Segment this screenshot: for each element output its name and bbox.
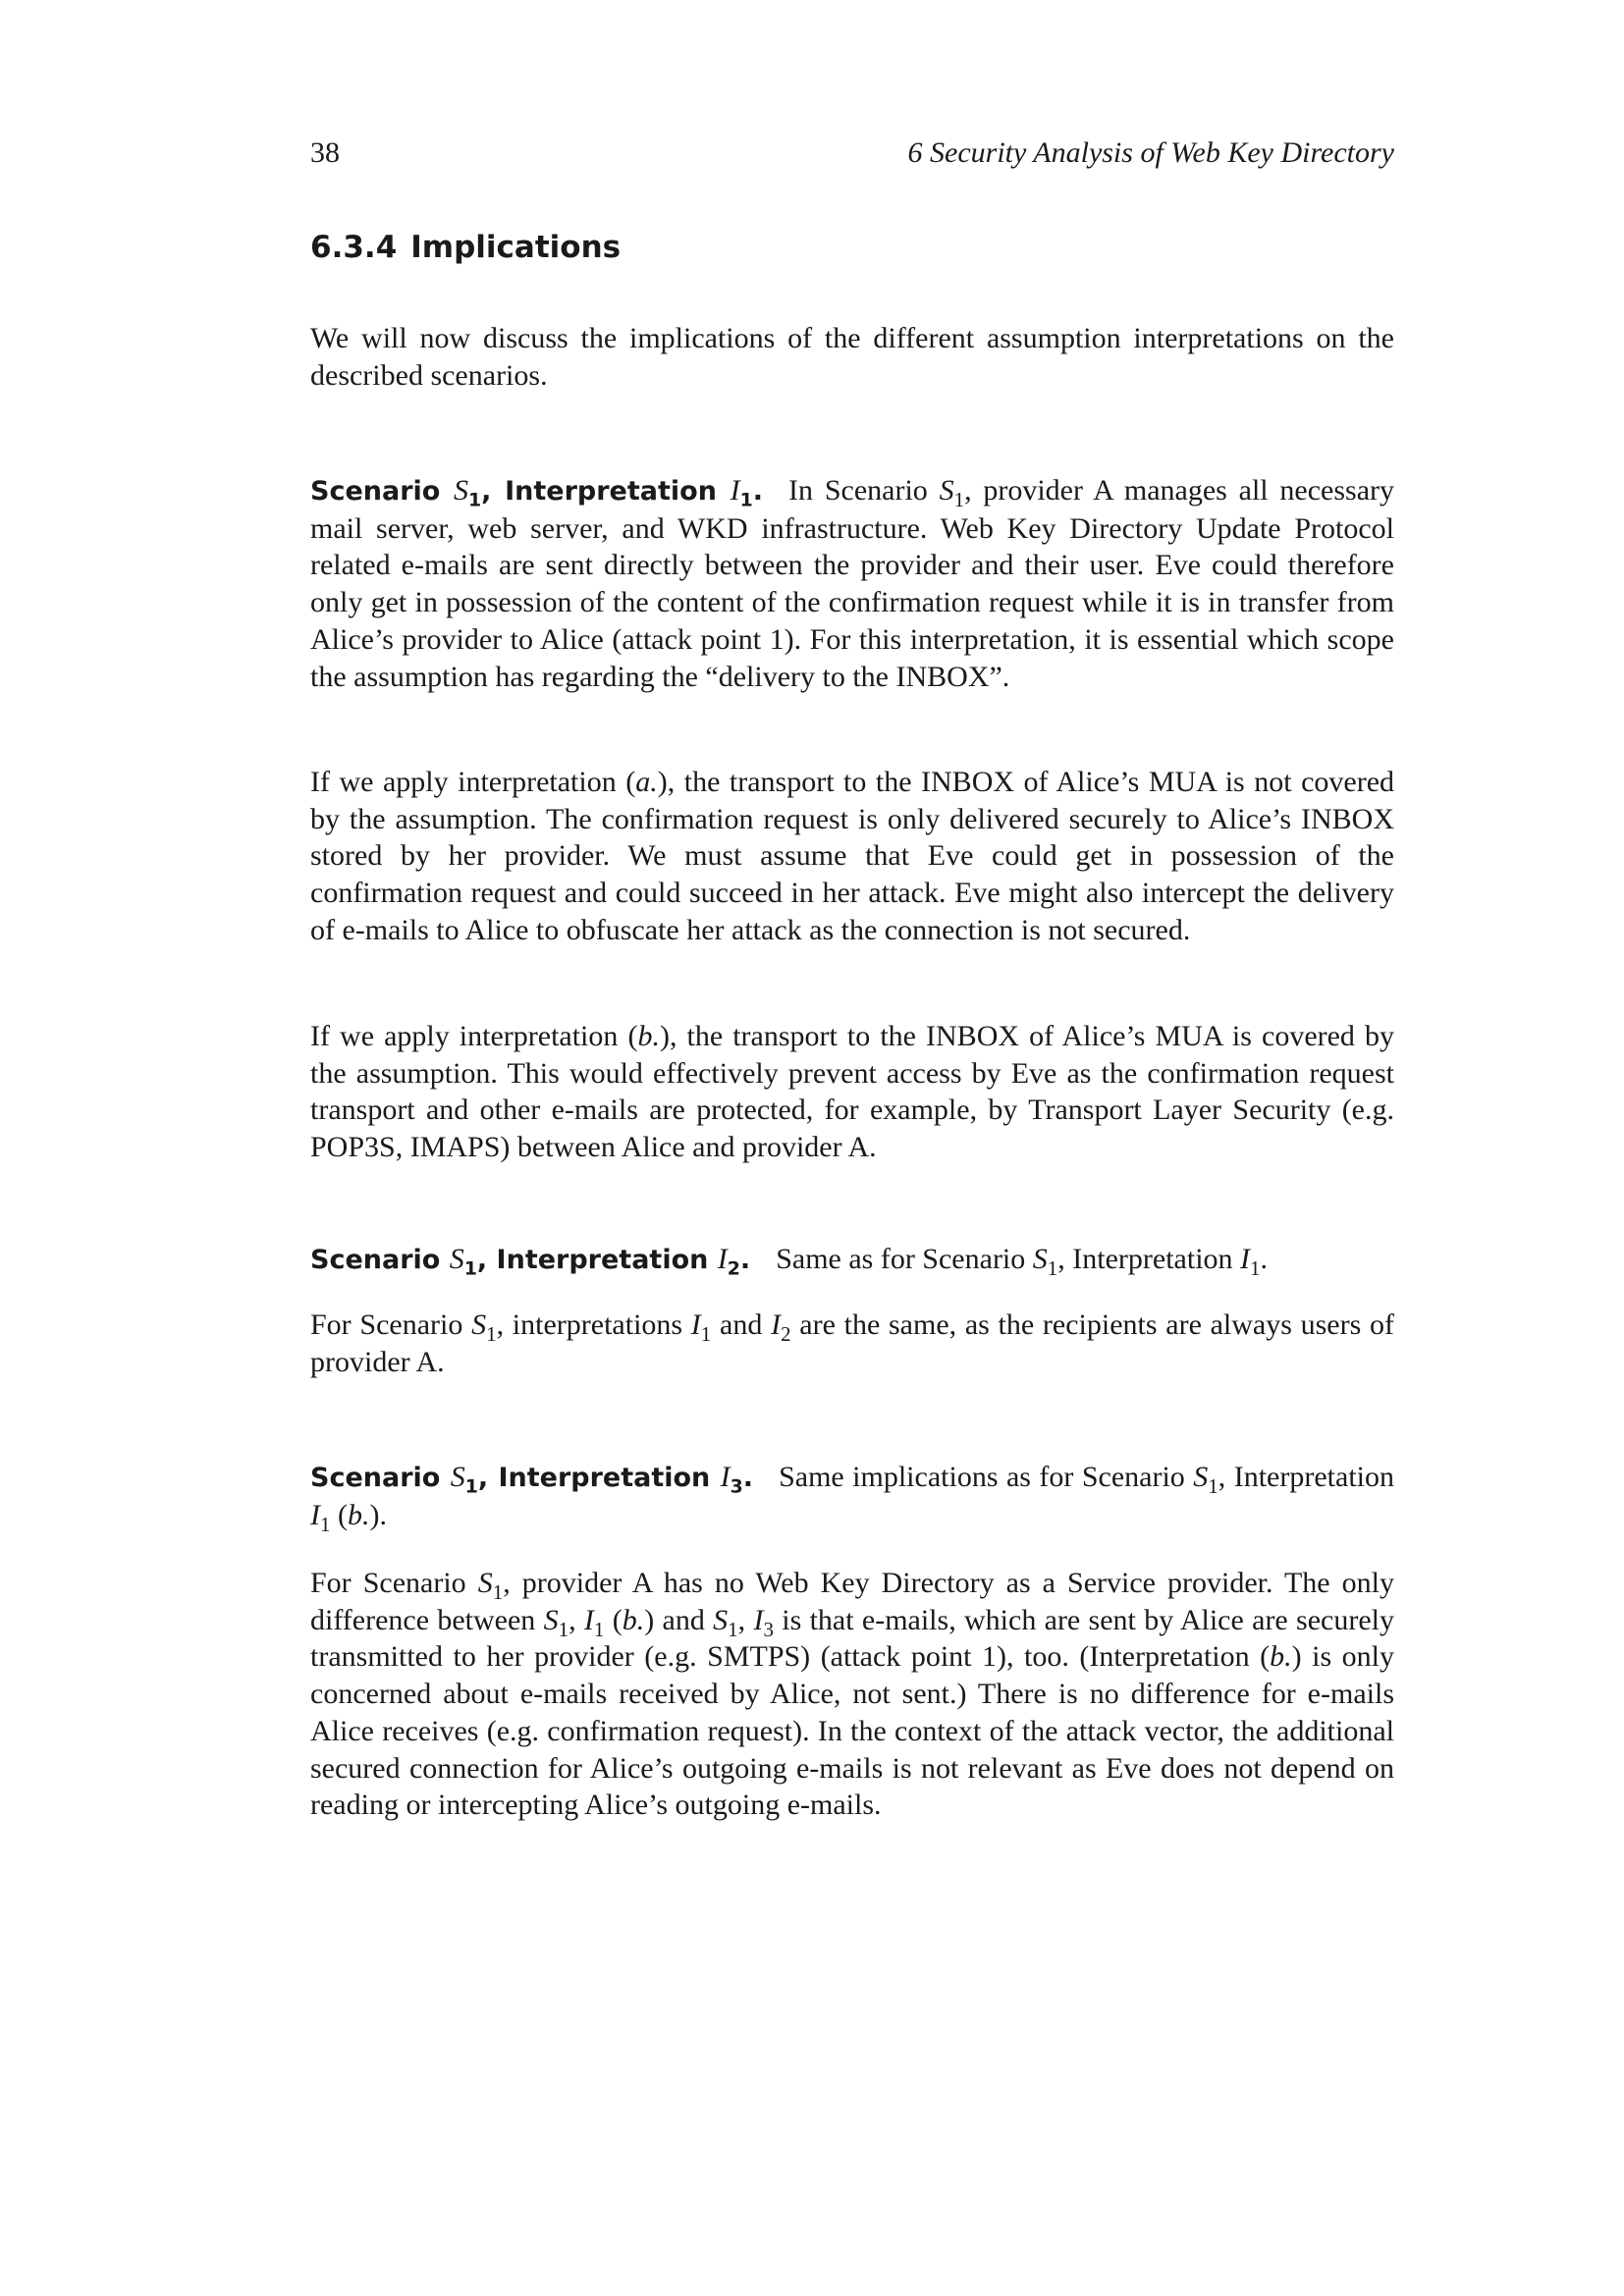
scenario-s1-same-paragraph: For Scenario $S_1$, interpretations $I_1$ and $I_2$ are the same, as the recipients are always users of provider A.	[310, 1308, 1394, 1378]
scenario-s1-i3-paragraph: Scenario $S_1$, Interpretation $I_3$. Same implications as for Scenario $S_1$, Interpretation $I_1$ (b.).	[310, 1461, 1394, 1536]
scenario-s1-i2-paragraph: Scenario $S_1$, Interpretation $I_2$. Same as for Scenario $S_1$, Interpretation $I_1$.	[310, 1243, 1269, 1280]
section-heading	[310, 228, 621, 267]
scenario-s1-i1-paragraph: Scenario $S_1$, Interpretation $I_1$. In Scenario $S_1$, provider A manages all necessary mail server, web server, and WKD infrastructure. Web Key Directory Update Protocol related e-mails are sent directly between the provider and their user. Eve could therefore only get in possession of the content of the confirmation request while it is in transfer from Alice’s provider to Alice (attack point 1). For this interpretation, it is essential which scope the assumption has regarding the “delivery to the INBOX”.	[310, 474, 1395, 693]
paragraph-heading: Scenario $S_1$, Interpretation $I_1$.	[310, 474, 764, 511]
interpretation-b-paragraph: If we apply interpretation (b.), the transport to the INBOX of Alice’s MUA is covered by the assumption. This would effectively prevent access by Eve as the confirmation request transport and other e-mails are protected, for example, by Transport Layer Security (e.g. POP3S, IMAPS) between Alice and provider A.	[310, 1020, 1394, 1164]
intro-paragraph: We will now discuss the implications of the different assumption interpretations on the described scenarios.	[310, 322, 1394, 392]
section-title: Implications	[410, 230, 622, 265]
paragraph-heading: Scenario $S_1$, Interpretation $I_2$.	[310, 1243, 751, 1280]
page-number: 38	[310, 136, 340, 169]
chapter-title: 6 Security Analysis of Web Key Directory	[907, 136, 1394, 169]
interpretation-a-paragraph: If we apply interpretation (a.), the transport to the INBOX of Alice’s MUA is not covered by the assumption. The confirmation request is only delivered securely to Alice’s INBOX stored by her provider. We must assume that Eve could get in possession of the confirmation request and could succeed in her attack. Eve might also intercept the delivery of e-mails to Alice to obfuscate her attack as the connection is not secured.	[310, 766, 1395, 946]
paragraph-heading: Scenario $S_1$, Interpretation $I_3$.	[310, 1461, 754, 1498]
section-number: 6.3.4	[310, 230, 398, 265]
scenario-s1-no-wkd-paragraph: For Scenario $S_1$, provider A has no Web Key Directory as a Service provider. The only difference between $S_1$, $I_1$ (b.) and $S_1$, $I_3$ is that e-mails, which are sent by Alice are securely transmitted to her provider (e.g. SMTPS) (attack point 1), too. (Interpretation (b.) is only concerned about e-mails received by Alice, not sent.) There is no difference for e-mails Alice receives (e.g. confirmation request). In the context of the attack vector, the additional secured connection for Alice’s outgoing e-mails is not relevant as Eve does not depend on reading or intercepting Alice’s outgoing e-mails.	[310, 1567, 1395, 1822]
